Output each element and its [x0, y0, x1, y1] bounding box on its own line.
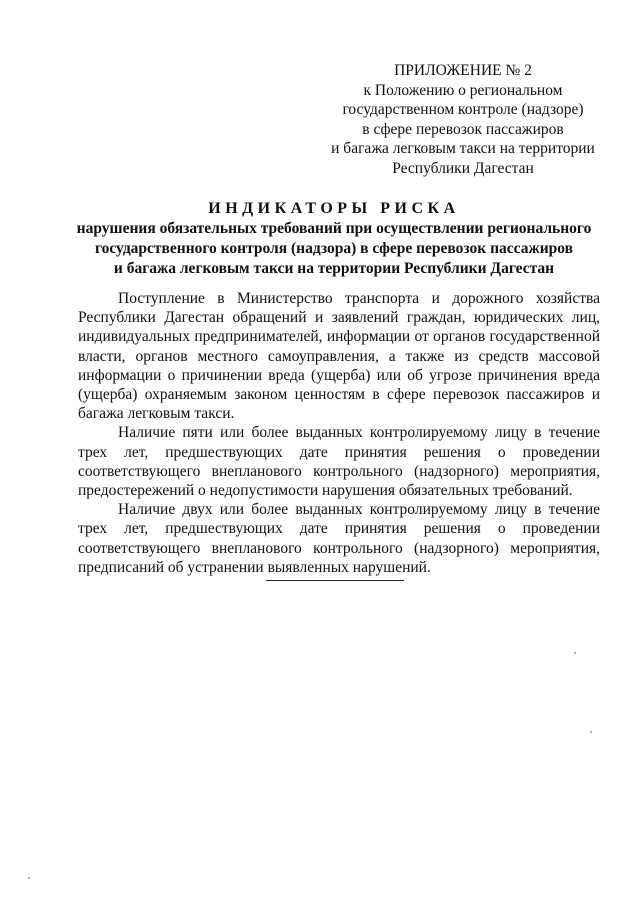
appendix-block — [318, 61, 608, 178]
document-heading — [60, 199, 608, 279]
document-subtitle-line: государственного контроля (надзора) в сфере перевозок пассажиров — [94, 240, 574, 257]
scan-speck — [590, 731, 592, 733]
body-paragraph: Наличие пяти или более выданных контролируемому лицу в течение трех лет, предшествующих дате принятия решения о проведении соответствующего внепланового контрольного (надзорного) мероприятия, предостережений о недопустимости нарушения обязательных требований. — [78, 424, 600, 500]
scan-speck — [574, 652, 576, 654]
appendix-line: государственном контроле (надзоре) — [342, 101, 584, 118]
body-paragraph: Поступление в Министерство транспорта и дорожного хозяйства Республики Дагестан обращений и заявлений граждан, юридических лиц, индивидуальных предпринимателей, информации от органов государственной власти, органов местного самоуправления, а также из средств массовой информации о причинении вреда (ущерба) или об угрозе причинения вреда (ущерба) охраняемым законом ценностям в сфере перевозок пассажиров и багажа легковым такси. — [78, 290, 600, 423]
document-subtitle-line: и багажа легковым такси на территории Республики Дагестан — [113, 260, 555, 277]
document-body — [78, 289, 600, 577]
appendix-line: в сфере перевозок пассажиров — [362, 120, 564, 138]
document-title: ИНДИКАТОРЫ РИСКА — [208, 200, 460, 217]
scan-speck — [28, 877, 30, 879]
appendix-line: Республики Дагестан — [392, 159, 534, 177]
appendix-line: к Положению о региональном — [363, 81, 563, 99]
appendix-line: и багажа легковым такси на территории — [331, 140, 595, 157]
appendix-title: ПРИЛОЖЕНИЕ № 2 — [394, 62, 532, 79]
body-paragraph: Наличие двух или более выданных контролируемому лицу в течение трех лет, предшествующих дате принятия решения о проведении соответствующего внепланового контрольного (надзорного) мероприятия, предписаний об устранении выявленных нарушений. — [78, 501, 600, 576]
closing-divider — [266, 580, 404, 581]
document-subtitle-line: нарушения обязательных требований при осуществлении регионального — [76, 220, 592, 237]
